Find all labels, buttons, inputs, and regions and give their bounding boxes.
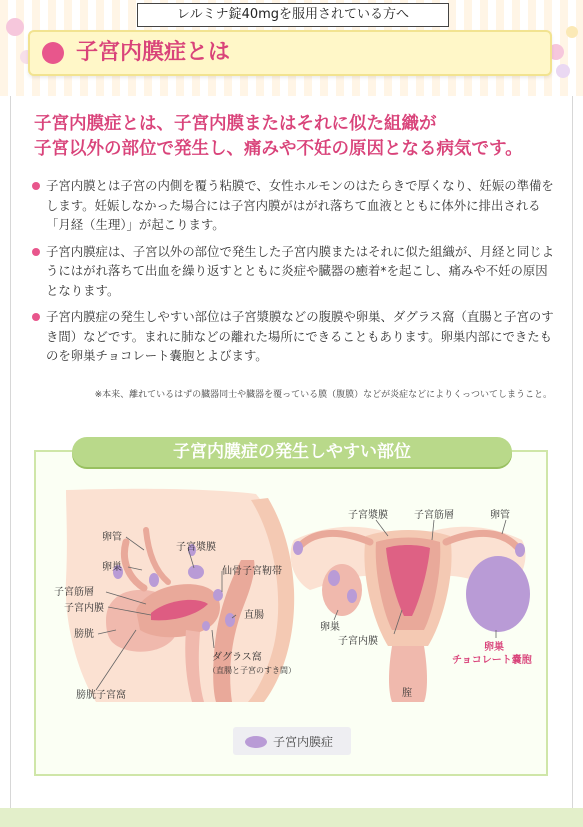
list-item: 子宮内膜症は、子宮以外の部位で発生した子宮内膜またはそれに似た組織が、月経と同じようにはがれ落ちて出血を繰り返すとともに炎症や臓器の癒着*を起こし、痛みや不妊の原因となります。 <box>32 242 554 301</box>
lesion-marker <box>188 565 204 579</box>
legend-swatch <box>245 736 267 748</box>
lesion-marker <box>202 621 210 631</box>
legend-label: 子宮内膜症 <box>273 735 334 749</box>
label-serosa-front: 子宮漿膜 <box>348 510 388 521</box>
label-vagina: 腟 <box>402 688 412 699</box>
label-myometrium: 子宮筋層 <box>54 587 94 598</box>
label-oviduct-front: 卵管 <box>490 510 510 521</box>
lesion-marker <box>225 613 235 627</box>
footnote: ※本来、離れているはずの臓器同士や臓器を覆っている膜（腹膜）などが炎症などによりくっついてしまうこと。 <box>94 390 552 400</box>
decorative-ball <box>566 26 578 38</box>
left-margin-line <box>10 96 11 808</box>
list-item: 子宮内膜症の発生しやすい部位は子宮漿膜などの腹膜や卵巣、ダグラス窩（直腸と子宮のすき間）などです。まれに肺などの離れた場所にできることもあります。卵巣内部にできたものを卵巣チョコレート嚢胞とよびます。 <box>32 307 554 366</box>
label-serosa: 子宮漿膜 <box>176 542 216 553</box>
target-notice: レルミナ錠40mgを服用されている方へ <box>137 3 449 27</box>
decorative-ball <box>6 18 24 36</box>
explanation-list <box>32 176 554 373</box>
lead-line-1: 子宮内膜症とは、子宮内膜またはそれに似た組織が <box>34 114 437 134</box>
decorative-ball <box>556 64 570 78</box>
label-cyst-line-1: 卵巣 <box>484 642 504 653</box>
chocolate-cyst <box>466 556 530 632</box>
label-rectum: 直腸 <box>244 610 264 621</box>
lesion-marker <box>293 541 303 555</box>
label-ovary-front: 卵巣 <box>320 622 340 633</box>
label-ligament: 仙骨子宮靭帯 <box>222 566 282 577</box>
label-oviduct: 卵管 <box>102 532 122 543</box>
page-title: 子宮内膜症とは <box>76 40 231 65</box>
lead-line-2: 子宮以外の部位で発生し、痛みや不妊の原因となる病気です。 <box>34 139 523 159</box>
label-vesicouterine: 膀胱子宮窩 <box>76 690 126 701</box>
diagram-legend <box>233 727 351 755</box>
lesion-marker <box>328 570 340 586</box>
lesion-marker <box>213 589 223 601</box>
lesion-marker <box>515 543 525 557</box>
label-endometrium: 子宮内膜 <box>64 603 104 614</box>
label-douglas: ダグラス窩 <box>212 652 262 663</box>
side-view-illustration <box>54 489 296 702</box>
label-bladder: 膀胱 <box>74 629 94 640</box>
list-item: 子宮内膜とは子宮の内側を覆う粘膜で、女性ホルモンのはたらきで厚くなり、妊娠の準備をします。妊娠しなかった場合には子宮内膜がはがれ落ちて血液とともに体外に排出される「月経（生理）」が起こります。 <box>32 176 554 235</box>
title-bullet-icon <box>42 42 64 64</box>
lead-text <box>34 112 564 162</box>
left-ovary <box>322 564 362 616</box>
label-douglas-note: （直腸と子宮のすき間） <box>208 666 296 675</box>
front-view-illustration <box>291 508 532 702</box>
lesion-marker <box>149 573 159 587</box>
label-endometrium-front: 子宮内膜 <box>338 636 378 647</box>
label-myometrium-front: 子宮筋層 <box>414 510 454 521</box>
footer-band <box>0 808 583 827</box>
anatomy-diagram <box>36 470 546 720</box>
diagram-title: 子宮内膜症の発生しやすい部位 <box>72 437 512 467</box>
right-margin-line <box>572 96 573 808</box>
lesion-marker <box>347 589 357 603</box>
label-cyst-line-2: チョコレート嚢胞 <box>452 655 532 666</box>
title-bar <box>28 30 552 76</box>
label-ovary: 卵巣 <box>102 562 122 573</box>
